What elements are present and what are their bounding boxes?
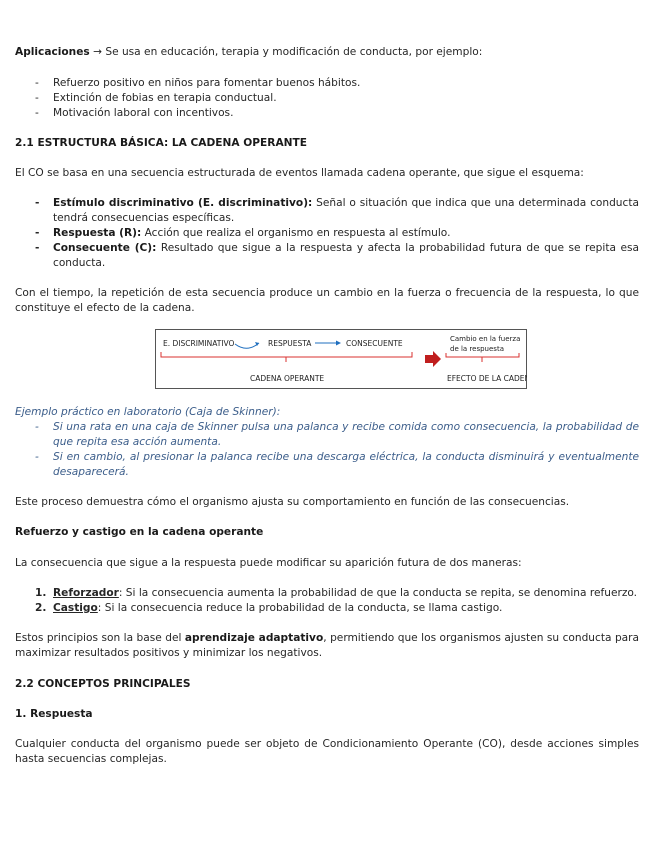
section-2-1-conclusion: Con el tiempo, la repetición de esta secuencia produce un cambio en la fuerza o frecuencia de la respuesta, lo que constituye el efecto de la cadena. (15, 287, 639, 314)
applications-label: Aplicaciones (15, 46, 90, 58)
list-item: - Refuerzo positivo en niños para fomentar buenos hábitos. (35, 77, 361, 89)
list-item: - Si una rata en una caja de Skinner pulsa una palanca y recibe comida como consecuencia, la probabilidad de que repita esa acción aumenta. (35, 421, 639, 448)
operant-chain-list (15, 196, 639, 271)
section-2-1-heading: 2.1 ESTRUCTURA BÁSICA: LA CADENA OPERANTE (15, 137, 307, 149)
applications-list (15, 76, 639, 121)
applications-section (15, 45, 639, 60)
diagram-effect-line1: Cambio en la fuerza (450, 335, 521, 343)
diagram-effect-line2: de la respuesta (450, 345, 504, 353)
arrow-icon: → (93, 46, 102, 58)
section-2-2-subheading: 1. Respuesta (15, 708, 93, 720)
applications-text: Se usa en educación, terapia y modificación de conducta, por ejemplo: (105, 46, 483, 58)
operant-chain-diagram (155, 329, 527, 389)
list-item: - Consecuente (C): Resultado que sigue a la respuesta y afecta la probabilidad futura de que se repita esa conducta. (35, 242, 640, 269)
list-item: - Extinción de fobias en terapia conductual. (35, 92, 277, 104)
section-2-2-heading: 2.2 CONCEPTOS PRINCIPALES (15, 678, 191, 690)
principles-text: Estos principios son la base del aprendizaje adaptativo, permitiendo que los organismos ajusten su conducta para maximizar resultados positivos y minimizar los negativos. (15, 632, 640, 659)
section-2-2-text: Cualquier conducta del organismo puede ser objeto de Condicionamiento Operante (CO), desde acciones simples hasta secuencias complejas. (15, 738, 639, 765)
reinforcement-heading: Refuerzo y castigo en la cadena operante (15, 526, 264, 538)
list-item: - Estímulo discriminativo (E. discriminativo): Señal o situación que indica que una determinada conducta tendrá consecuencias específicas. (35, 197, 639, 224)
process-text: Este proceso demuestra cómo el organismo ajusta su comportamiento en función de las consecuencias. (15, 496, 570, 508)
reinforcement-intro: La consecuencia que sigue a la respuesta puede modificar su aparición futura de dos maneras: (15, 557, 522, 569)
applications-line (15, 45, 639, 60)
diagram-step-response: RESPUESTA (268, 339, 312, 348)
list-item: - Motivación laboral con incentivos. (35, 107, 234, 119)
reinforcement-list (15, 586, 639, 616)
section-2-1-intro: El CO se basa en una secuencia estructurada de eventos llamada cadena operante, que sigue el esquema: (15, 167, 584, 179)
list-item: 2. Castigo: Si la consecuencia reduce la probabilidad de la conducta, se llama castigo. (35, 602, 503, 614)
diagram-svg (155, 329, 527, 389)
diagram-chain-label: CADENA OPERANTE (250, 374, 325, 383)
example-title: Ejemplo práctico en laboratorio (Caja de Skinner): (15, 406, 281, 418)
list-item: - Respuesta (R): Acción que realiza el organismo en respuesta al estímulo. (35, 227, 451, 239)
list-item: 1. Reforzador: Si la consecuencia aumenta la probabilidad de que la conducta se repita, se denomina refuerzo. (35, 587, 638, 599)
diagram-step-consequence: CONSECUENTE (346, 339, 403, 348)
list-item: - Si en cambio, al presionar la palanca recibe una descarga eléctrica, la conducta disminuirá y eventualmente desaparecerá. (35, 451, 639, 478)
example-section (15, 405, 639, 480)
diagram-effect-label: EFECTO DE LA CADENA (447, 374, 527, 383)
diagram-step-discriminative: E. DISCRIMINATIVO (163, 339, 235, 348)
